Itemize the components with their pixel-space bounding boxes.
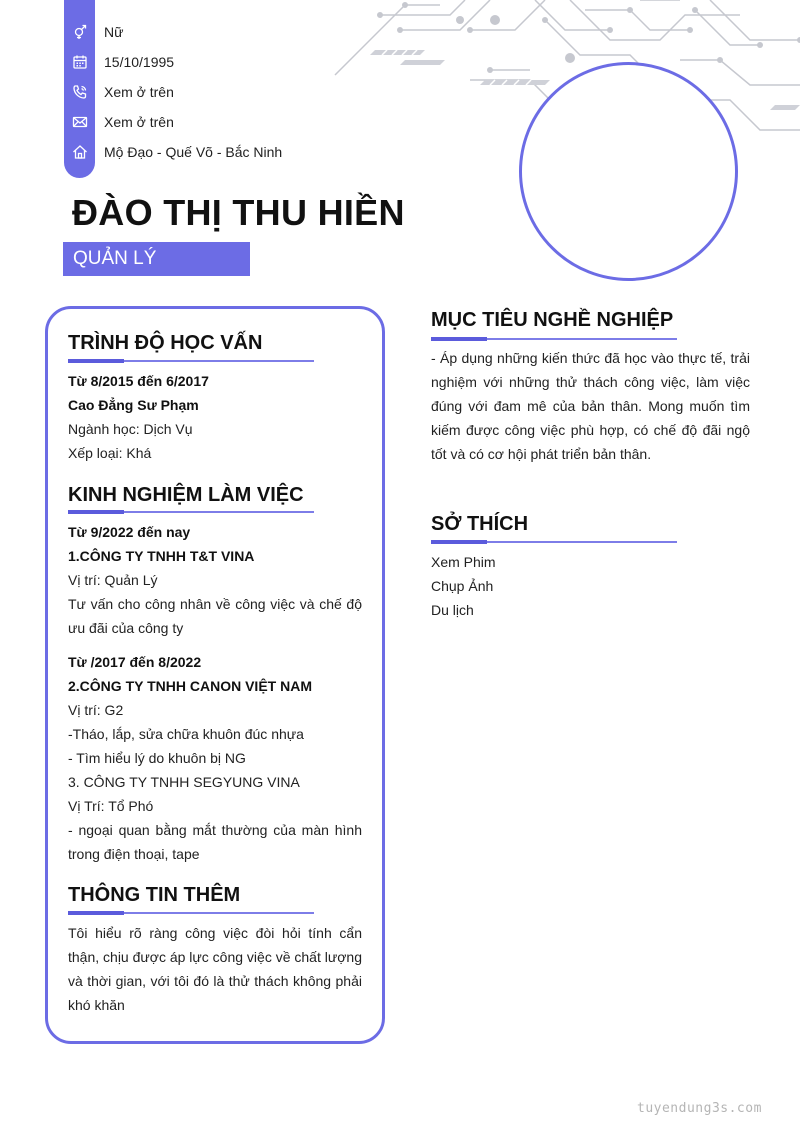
phone-icon bbox=[64, 77, 95, 107]
job-1-company: 1.CÔNG TY TNHH T&T VINA bbox=[68, 548, 255, 564]
experience-job-1 bbox=[68, 520, 362, 640]
objective-rule bbox=[431, 338, 677, 340]
job-2-line-1: -Tháo, lắp, sửa chữa khuôn đúc nhựa bbox=[68, 726, 304, 742]
contact-email bbox=[64, 107, 174, 137]
experience-job-2 bbox=[68, 650, 362, 866]
education-period: Từ 8/2015 đến 6/2017 bbox=[68, 373, 209, 389]
profile-photo-frame bbox=[519, 62, 738, 281]
job-1-period: Từ 9/2022 đến nay bbox=[68, 524, 191, 540]
additional-heading: THÔNG TIN THÊM bbox=[68, 884, 241, 906]
hobby-item: Chụp Ảnh bbox=[431, 578, 494, 594]
job-2-line-3: 3. CÔNG TY TNHH SEGYUNG VINA bbox=[68, 774, 300, 790]
contact-birthday bbox=[64, 47, 174, 77]
home-icon bbox=[64, 137, 95, 167]
watermark: tuyendung3s.com bbox=[637, 1101, 762, 1116]
gender-icon bbox=[64, 17, 95, 47]
experience-heading: KINH NGHIỆM LÀM VIỆC bbox=[68, 484, 304, 506]
additional-text: Tôi hiểu rõ ràng công việc đòi hỏi tính cẩn thận, chịu được áp lực công việc về chất lượng và thời gian, với tôi đó là thử thách không phải khó khăn bbox=[68, 925, 362, 1013]
job-2-line-2: - Tìm hiểu lý do khuôn bị NG bbox=[68, 750, 246, 766]
hobby-item: Xem Phim bbox=[431, 554, 496, 570]
additional-rule bbox=[68, 912, 314, 914]
phone-text: Xem ở trên bbox=[104, 84, 174, 100]
mail-icon bbox=[64, 107, 95, 137]
contact-gender bbox=[64, 17, 123, 47]
address-text: Mộ Đạo - Quế Võ - Bắc Ninh bbox=[104, 144, 283, 160]
birthday-text: 15/10/1995 bbox=[104, 54, 175, 70]
email-text: Xem ở trên bbox=[104, 114, 174, 130]
hobbies-heading: SỞ THÍCH bbox=[431, 513, 529, 535]
objective-text: - Áp dụng những kiến thức đã học vào thực tế, trải nghiệm với những thử thách công việc, làm việc đúng với đam mê của bản thân. Mong muốn tìm kiếm được công việc phù hợp, có chế độ đãi ngộ tốt và có cơ hội phát triển bản thân. bbox=[431, 350, 750, 462]
education-heading: TRÌNH ĐỘ HỌC VẤN bbox=[68, 332, 263, 354]
objective-heading: MỤC TIÊU NGHỀ NGHIỆP bbox=[431, 309, 674, 331]
job-1-description: Tư vấn cho công nhân về công việc và chế độ ưu đãi của công ty bbox=[68, 596, 362, 636]
contact-phone bbox=[64, 77, 174, 107]
hobbies-list bbox=[431, 550, 681, 622]
experience-rule bbox=[68, 511, 314, 513]
candidate-name: ĐÀO THỊ THU HIỀN bbox=[72, 192, 405, 233]
education-content bbox=[68, 369, 363, 465]
job-2-position: Vị trí: G2 bbox=[68, 702, 124, 718]
job-title-bar bbox=[63, 242, 250, 276]
education-major: Ngành học: Dịch Vụ bbox=[68, 421, 193, 437]
education-rule bbox=[68, 360, 314, 362]
job-title: QUẢN LÝ bbox=[73, 248, 157, 269]
education-school: Cao Đẳng Sư Phạm bbox=[68, 397, 199, 413]
job-1-position: Vị trí: Quản Lý bbox=[68, 572, 158, 588]
job-2-company: 2.CÔNG TY TNHH CANON VIỆT NAM bbox=[68, 678, 312, 694]
calendar-icon bbox=[64, 47, 95, 77]
contact-address bbox=[64, 137, 282, 167]
job-2-line-4: Vị Trí: Tổ Phó bbox=[68, 798, 154, 814]
gender-text: Nữ bbox=[104, 24, 124, 40]
education-grade: Xếp loại: Khá bbox=[68, 445, 152, 461]
hobby-item: Du lịch bbox=[431, 602, 474, 618]
job-2-line-5: - ngoại quan bằng mắt thường của màn hình trong điện thoại, tape bbox=[68, 822, 362, 862]
hobbies-rule bbox=[431, 541, 677, 543]
job-2-period: Từ /2017 đến 8/2022 bbox=[68, 654, 202, 670]
